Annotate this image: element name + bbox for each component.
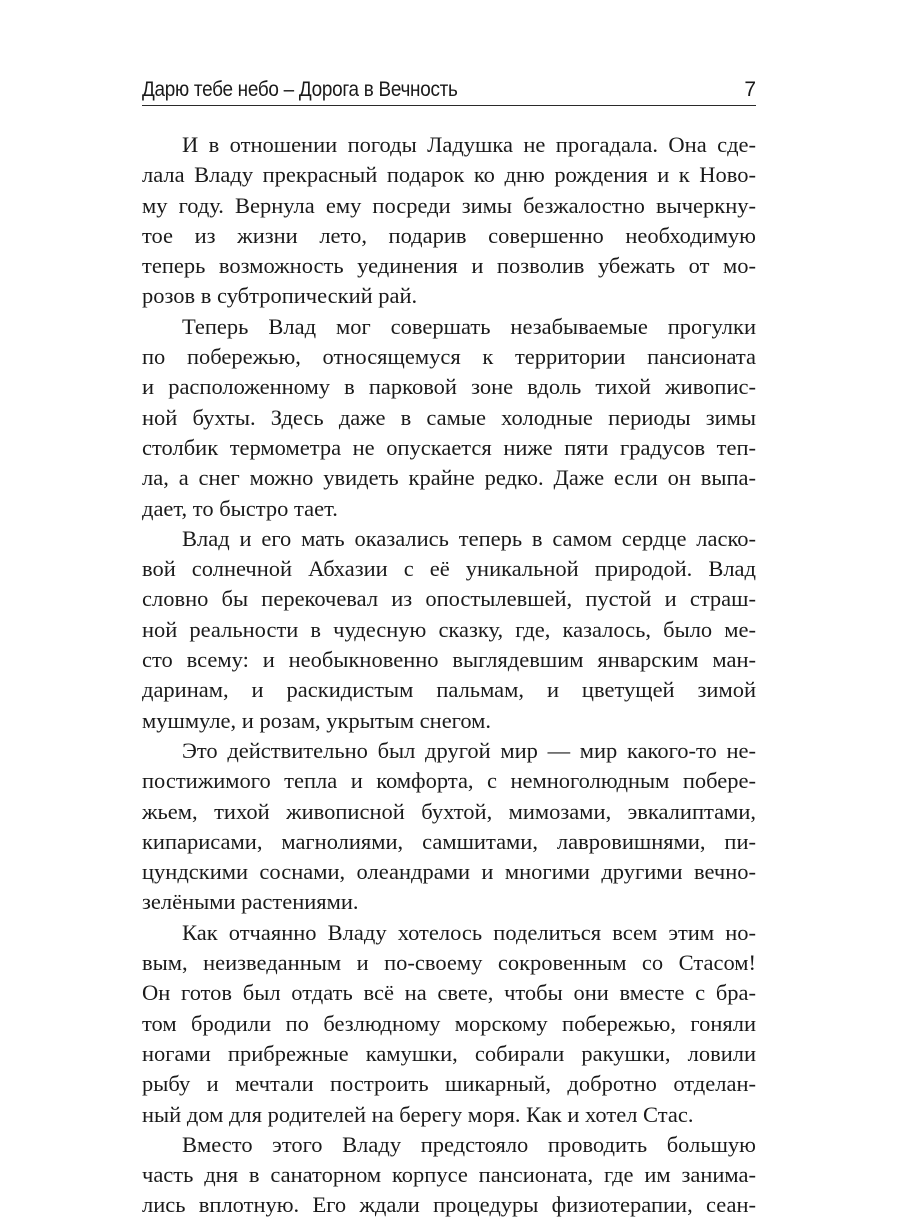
- text-line: кипарисами, магнолиями, самшитами, лавровишнями, пи-: [142, 828, 756, 854]
- text-line: словно бы перекочевал из опостылевшей, пустой и страш-: [142, 586, 756, 612]
- text-line: ла, а снег можно увидеть крайне редко. Даже если он выпа-: [142, 465, 756, 491]
- paragraph: [142, 918, 756, 1130]
- text-line: Влад и его мать оказались теперь в самом сердце ласко-: [182, 525, 756, 551]
- text-line: и расположенному в парковой зоне вдоль тихой живопис-: [142, 374, 756, 400]
- text-line: му году. Вернула ему посреди зимы безжалостно вычеркну-: [142, 192, 756, 218]
- running-head-title: Дарю тебе небо – Дорога в Вечность: [142, 78, 458, 101]
- text-line: цундскими соснами, олеандрами и многими другими вечно-: [142, 859, 756, 885]
- paragraph: [142, 312, 756, 524]
- text-line: часть дня в санаторном корпусе пансионата, где им занима-: [142, 1162, 756, 1188]
- text-line: ной реальности в чудесную сказку, где, казалось, было ме-: [142, 616, 756, 642]
- running-head: [142, 72, 756, 106]
- paragraph: [142, 736, 756, 918]
- text-line: рыбу и мечтали построить шикарный, добротно отделан-: [142, 1071, 756, 1097]
- page-number: 7: [744, 78, 756, 101]
- text-line: И в отношении погоды Ладушка не прогадала. Она сде-: [182, 132, 756, 157]
- text-line: даринам, и раскидистым пальмам, и цветущей зимой: [142, 677, 756, 703]
- text-line: мушмуле, и розам, укрытым снегом.: [142, 707, 492, 733]
- paragraph: [142, 1130, 756, 1221]
- text-line: вым, неизведанным и по-своему сокровенным со Стасом!: [142, 950, 756, 976]
- text-line: Как отчаянно Владу хотелось поделиться всем этим но-: [182, 919, 756, 945]
- text-line: столбик термометра не опускается ниже пяти градусов теп-: [142, 434, 756, 460]
- text-line: розов в субтропический рай.: [142, 283, 418, 309]
- paragraph: [142, 130, 756, 312]
- text-line: по побережью, относящемуся к территории пансионата: [142, 344, 756, 370]
- text-line: лала Владу прекрасный подарок ко дню рождения и к Ново-: [142, 162, 756, 188]
- text-line: зелёными растениями.: [142, 889, 359, 915]
- text-line: том бродили по безлюдному морскому побережью, гоняли: [142, 1010, 756, 1036]
- text-line: вой солнечной Абхазии с её уникальной природой. Влад: [142, 556, 756, 582]
- text-line: Теперь Влад мог совершать незабываемые прогулки: [182, 313, 756, 339]
- text-line: теперь возможность уединения и позволив убежать от мо-: [142, 253, 756, 279]
- text-line: сто всему: и необыкновенно выглядевшим январским ман-: [142, 647, 756, 673]
- text-line: лись вплотную. Его ждали процедуры физиотерапии, сеан-: [142, 1192, 756, 1218]
- body-text: [142, 130, 756, 1221]
- text-line: дает, то быстро тает.: [142, 495, 338, 521]
- text-line: Он готов был отдать всё на свете, чтобы они вместе с бра-: [142, 980, 756, 1006]
- text-line: Вместо этого Владу предстояло проводить большую: [182, 1131, 756, 1157]
- text-line: ный дом для родителей на берегу моря. Как и хотел Стас.: [142, 1101, 694, 1127]
- text-line: тое из жизни лето, подарив совершенно необходимую: [142, 222, 756, 248]
- text-line: постижимого тепла и комфорта, с немноголюдным побере-: [142, 768, 756, 794]
- paragraph: [142, 524, 756, 736]
- text-line: ной бухты. Здесь даже в самые холодные периоды зимы: [142, 404, 756, 430]
- text-line: ногами прибрежные камушки, собирали ракушки, ловили: [142, 1040, 756, 1066]
- text-line: Это действительно был другой мир — мир какого-то не-: [182, 737, 756, 763]
- text-line: жьем, тихой живописной бухтой, мимозами, эвкалиптами,: [142, 798, 756, 824]
